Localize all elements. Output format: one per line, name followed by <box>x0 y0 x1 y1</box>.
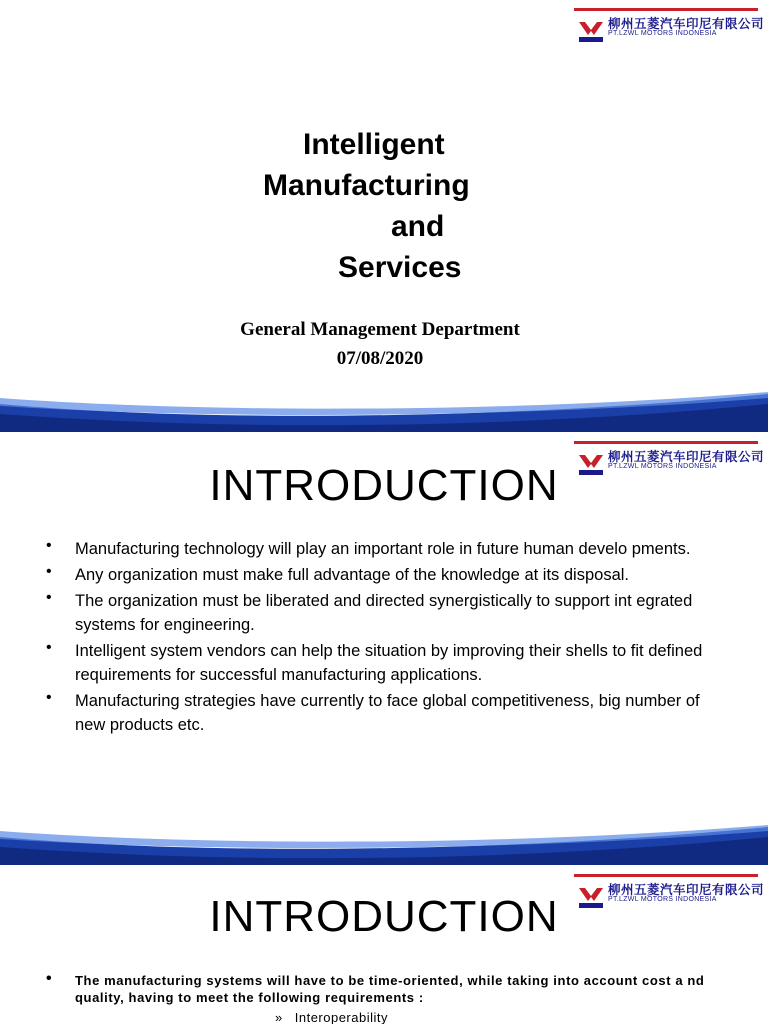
blue-swoosh-decoration <box>0 392 768 432</box>
bullet-text: Intelligent system vendors can help the situation by improving their shells to fit defined requirements for successful manufacturing applications. <box>75 642 703 684</box>
bullet-item <box>46 563 726 587</box>
bullet-item <box>46 972 726 1006</box>
slide-3 <box>0 866 768 1024</box>
logo-red-bar <box>574 441 758 444</box>
bullet-item <box>46 689 726 737</box>
logo-chinese-name: 柳州五菱汽车印尼有限公司 <box>608 17 765 31</box>
bullet-item <box>46 639 726 687</box>
double-arrow-icon: » <box>275 1010 283 1024</box>
blue-swoosh-decoration <box>0 825 768 865</box>
presentation-date: 07/08/2020 <box>336 348 424 369</box>
company-logo <box>574 8 765 46</box>
bullet-item <box>46 589 726 637</box>
logo-red-bar <box>574 8 758 11</box>
bullet-dot: • <box>46 970 53 987</box>
sub-item-text: Interoperability <box>294 1010 389 1024</box>
bullet-text: The organization must be liberated and directed synergistically to support int egrated systems for engineering. <box>75 592 693 634</box>
title-line-2: Manufacturing <box>263 169 470 202</box>
bullet-dot: • <box>46 537 52 554</box>
wuling-wings-icon <box>578 17 604 43</box>
logo-red-bar <box>574 874 758 877</box>
slide-1 <box>0 0 768 432</box>
logo-english-name: PT.LZWL MOTORS INDONESIA <box>608 896 717 903</box>
bullet-dot: • <box>46 689 52 706</box>
slide-heading: INTRODUCTION <box>209 461 559 510</box>
bullet-text: Manufacturing strategies have currently to face global competitiveness, big number of new products etc. <box>75 692 700 734</box>
slide-heading: INTRODUCTION <box>209 892 559 941</box>
bullet-list <box>46 537 726 739</box>
logo-english-name: PT.LZWL MOTORS INDONESIA <box>608 463 717 470</box>
title-line-1: Intelligent <box>303 128 445 161</box>
bullet-text: Any organization must make full advantage of the knowledge at its disposal. <box>75 566 629 584</box>
sub-item <box>275 1010 388 1024</box>
logo-english-name: PT.LZWL MOTORS INDONESIA <box>608 30 717 37</box>
title-line-3: and <box>391 210 445 243</box>
bullet-list <box>46 972 726 1008</box>
bullet-item <box>46 537 726 561</box>
logo-chinese-name: 柳州五菱汽车印尼有限公司 <box>608 883 765 897</box>
title-line-4: Services <box>338 251 462 284</box>
bullet-dot: • <box>46 589 52 606</box>
bullet-text: Manufacturing technology will play an important role in future human develo pments. <box>75 540 691 558</box>
logo-chinese-name: 柳州五菱汽车印尼有限公司 <box>608 450 765 464</box>
department-name: General Management Department <box>240 319 520 340</box>
bullet-text: The manufacturing systems will have to be time-oriented, while taking into account cost a nd quality, having to meet the following requirements : <box>75 973 705 1005</box>
bullet-dot: • <box>46 563 52 580</box>
bullet-dot: • <box>46 639 52 656</box>
slide-2 <box>0 433 768 865</box>
